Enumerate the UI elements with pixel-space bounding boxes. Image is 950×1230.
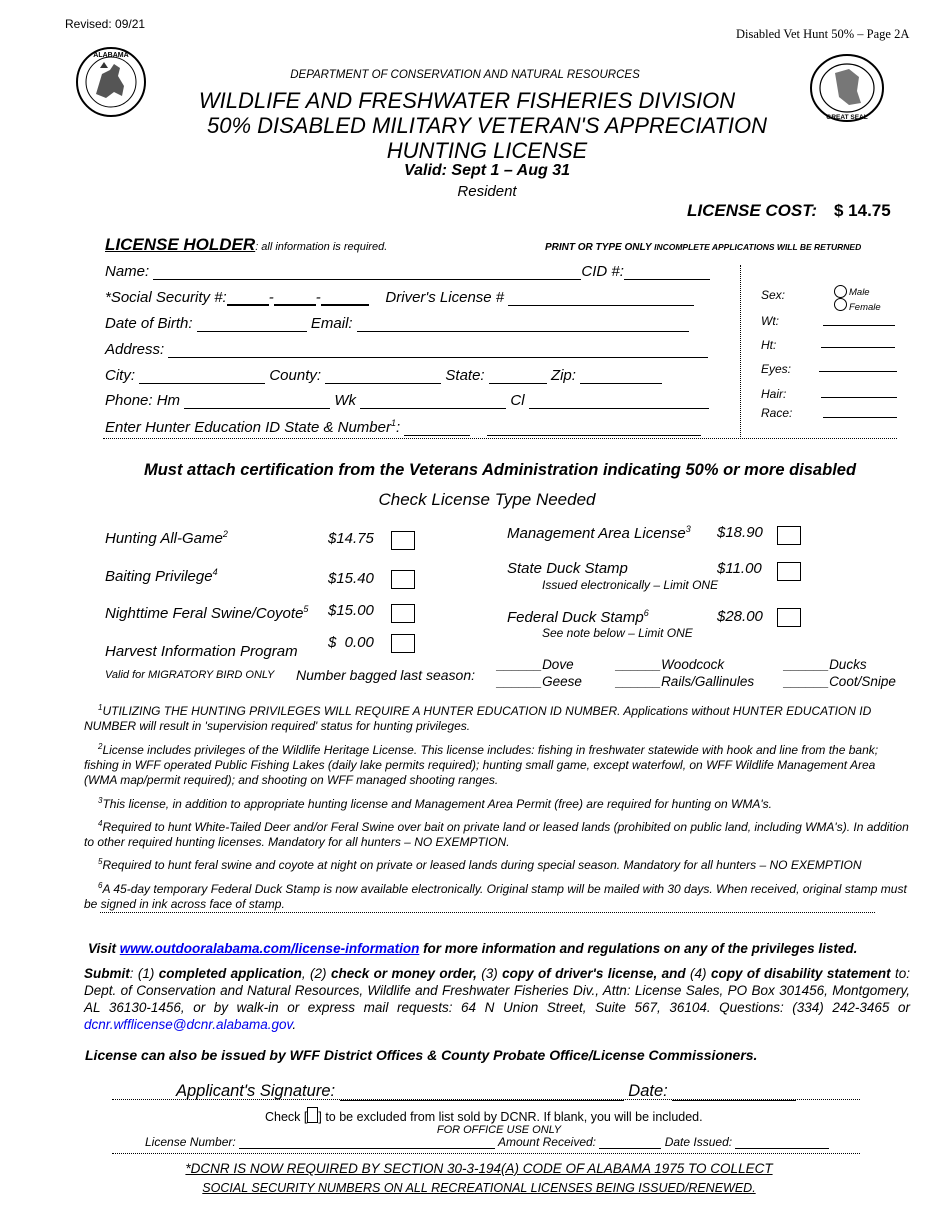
valid-dates: Valid: Sept 1 – Aug 31 xyxy=(404,162,570,179)
license-holder-subtitle: : all information is required. xyxy=(255,241,388,253)
bird-count-geese[interactable] xyxy=(497,674,582,689)
footnote-text: This license, in addition to appropriate hunting license and Management Area Permit (free) are required for hunting on WMA's. xyxy=(102,797,772,811)
drivers-license-field[interactable] xyxy=(508,305,694,306)
license-option-harvest-information xyxy=(105,643,298,660)
license-number-field[interactable] xyxy=(239,1148,495,1149)
submit-item: copy of disability statement xyxy=(710,966,891,981)
weight-label: Wt: xyxy=(761,314,779,328)
license-holder-heading xyxy=(105,235,387,255)
date-issued-field[interactable] xyxy=(735,1148,829,1149)
federal-duck-stamp-checkbox[interactable] xyxy=(777,608,801,627)
name-label: Name: xyxy=(105,263,150,280)
footnote-5 xyxy=(84,854,910,873)
license-option-label: Federal Duck Stamp xyxy=(507,609,644,626)
footnote-3 xyxy=(84,793,910,812)
bird-count-blank: ______ xyxy=(784,674,830,689)
footnote-number: 6 xyxy=(98,881,103,890)
phone-cell-label: Cl xyxy=(510,392,525,409)
ssn-dash-2: - xyxy=(315,289,321,306)
race-field[interactable] xyxy=(823,417,897,418)
hunter-ed-footnote-ref: 1 xyxy=(390,418,396,428)
cid-field[interactable] xyxy=(624,279,710,280)
dob-label: Date of Birth: xyxy=(105,315,193,332)
height-label: Ht: xyxy=(761,338,777,352)
division-title: WILDLIFE AND FRESHWATER FISHERIES DIVISION xyxy=(198,88,736,113)
dob-row xyxy=(105,315,725,332)
footnote-ref: 5 xyxy=(303,604,309,614)
eyes-label: Eyes: xyxy=(761,362,792,376)
city-row xyxy=(105,367,725,384)
footnote-text: UTILIZING THE HUNTING PRIVILEGES WILL REQUIRE A HUNTER EDUCATION ID NUMBER. Applications without HUNTER EDUCATION ID NUMBER will result in 'supervision required' status for hunting privileges. xyxy=(84,704,872,733)
county-label: County: xyxy=(269,367,322,384)
department-name: DEPARTMENT OF CONSERVATION AND NATURAL RESOURCES xyxy=(290,69,640,81)
signature-date-label: Date: xyxy=(628,1082,668,1100)
footnote-4 xyxy=(84,816,910,850)
sex-label: Sex: xyxy=(761,288,786,302)
state-field[interactable] xyxy=(489,383,547,384)
bird-label: Rails/Gallinules xyxy=(661,674,755,689)
bird-count-blank: ______ xyxy=(497,657,543,672)
submit-item: copy of driver's license, and xyxy=(502,966,686,981)
footnote-number: 4 xyxy=(98,819,103,828)
hip-valid-note: Valid for MIGRATORY BIRD ONLY xyxy=(105,669,275,681)
website-link[interactable]: www.outdooralabama.com/license-information xyxy=(119,941,420,956)
ssn-label: *Social Security #: xyxy=(105,289,227,306)
submit-text: (4) xyxy=(685,966,711,981)
visit-pre: Visit xyxy=(88,941,120,956)
footnote-ref: 2 xyxy=(222,529,228,539)
license-holder-title: LICENSE HOLDER xyxy=(105,235,256,254)
footnotes-bottom-rule xyxy=(100,912,875,913)
visit-notice xyxy=(88,941,918,956)
license-note: Issued electronically – Limit ONE xyxy=(542,578,719,592)
submit-text: . xyxy=(292,1017,297,1032)
footnote-text: License includes privileges of the Wildlife Heritage License. This license includes: fishing in freshwater statewide with hook and line from the bank; fishing in WFF operated Public Fishing Lakes (daily lake permits required); hunting small game, except waterfowl, on WFF Wildlife Management Area (WMA map/permit required); and shooting on WFF managed shooting ranges. xyxy=(84,743,879,787)
license-option-baiting-privilege xyxy=(105,567,218,585)
certification-notice: Must attach certification from the Veterans Administration indicating 50% or more disabled xyxy=(143,461,857,479)
revised-date: Revised: 09/21 xyxy=(65,17,146,31)
footnote-1 xyxy=(84,700,910,734)
license-option-label: Baiting Privilege xyxy=(105,568,213,585)
footnote-ref: 4 xyxy=(212,567,218,577)
submit-item: check or money order, xyxy=(330,966,477,981)
office-use-bottom-rule xyxy=(112,1153,860,1154)
phone-home-field[interactable] xyxy=(184,408,330,409)
phone-work-field[interactable] xyxy=(360,408,506,409)
bird-count-coot[interactable] xyxy=(784,674,896,689)
hip-bagged-label: Number bagged last season: xyxy=(296,667,475,683)
footnote-2 xyxy=(84,739,910,788)
footnote-ref: 6 xyxy=(643,608,649,618)
license-price: $15.00 xyxy=(328,602,374,619)
bird-count-woodcock[interactable] xyxy=(616,657,724,672)
bird-count-blank: ______ xyxy=(616,657,662,672)
incomplete-notice: INCOMPLETE APPLICATIONS WILL BE RETURNED xyxy=(654,242,862,252)
ssn-field-1[interactable] xyxy=(227,304,269,306)
phone-home-label: Phone: Hm xyxy=(105,392,181,409)
hair-label: Hair: xyxy=(761,387,787,401)
license-price: $11.00 xyxy=(717,560,762,577)
submit-text: , (2) xyxy=(301,966,331,981)
license-title: 50% DISABLED MILITARY VETERAN'S APPRECIATION xyxy=(206,113,768,138)
footnote-ref: 3 xyxy=(685,524,691,534)
hunter-ed-colon: : xyxy=(396,419,401,436)
submit-text: to: Dept. of Conservation and Natural Resources, Wildlife and Freshwater Fisheries Div., Attn: License Sales, PO Box 301456, Montgomery, AL 36130-1456, or by walk-in or express mail requests: 64 N Union Street, Suite 567, 36104. Questions: (334) 242-3465 or xyxy=(84,966,910,1015)
legal-notice-line2: SOCIAL SECURITY NUMBERS ON ALL RECREATIONAL LICENSES BEING ISSUED/RENEWED. xyxy=(202,1181,756,1195)
hunter-ed-number-field[interactable] xyxy=(487,435,701,436)
signature-date-field[interactable] xyxy=(672,1100,796,1101)
license-number-label: License Number: xyxy=(145,1135,236,1149)
address-field[interactable] xyxy=(168,357,708,358)
holder-section-bottom-rule xyxy=(103,438,897,439)
print-notice xyxy=(545,242,861,253)
weight-field[interactable] xyxy=(823,325,895,326)
hunter-ed-row xyxy=(105,418,735,436)
state-duck-stamp-checkbox[interactable] xyxy=(777,562,801,581)
name-row xyxy=(105,263,725,280)
district-notice: License can also be issued by WFF District Offices & County Probate Office/License Commissioners. xyxy=(85,1047,758,1063)
hunter-ed-label: Enter Hunter Education ID State & Number xyxy=(105,419,391,436)
license-note: See note below – Limit ONE xyxy=(542,626,693,640)
state-label: State: xyxy=(445,367,485,384)
license-price: $18.90 xyxy=(717,524,763,541)
management-area-checkbox[interactable] xyxy=(777,526,801,545)
footnote-text: Required to hunt White-Tailed Deer and/or Feral Swine over bait on private land or leased lands (prohibited on public land, including WMA's). In addition to other required hunting licenses. Mandatory for all hunters – NO EXEMPTION. xyxy=(84,820,909,849)
bird-count-blank: ______ xyxy=(497,674,543,689)
male-radio[interactable] xyxy=(834,285,847,298)
applicant-signature-label: Applicant's Signature: xyxy=(176,1082,336,1100)
ssn-field-2[interactable] xyxy=(274,304,316,306)
resident-label: Resident xyxy=(457,183,517,200)
phone-work-label: Wk xyxy=(334,392,357,409)
phone-row xyxy=(105,392,725,409)
license-cost-value: $ 14.75 xyxy=(834,201,891,220)
opt-out-pre: Check [ xyxy=(265,1110,308,1124)
bird-count-dove[interactable] xyxy=(497,657,574,672)
amount-received-label: Amount Received: xyxy=(497,1135,597,1149)
hair-field[interactable] xyxy=(821,397,897,398)
seal-lettering: GREAT SEAL xyxy=(826,114,868,121)
footnote-number: 2 xyxy=(98,742,103,751)
bird-count-ducks[interactable] xyxy=(784,657,867,672)
license-subtitle: HUNTING LICENSE xyxy=(386,138,588,163)
nighttime-feral-swine-checkbox[interactable] xyxy=(391,604,415,623)
office-use-row xyxy=(145,1135,829,1149)
license-price: $ 0.00 xyxy=(328,634,374,651)
female-radio[interactable] xyxy=(834,298,847,311)
footnote-number: 1 xyxy=(98,703,103,712)
submit-instructions xyxy=(84,965,910,1033)
check-license-heading: Check License Type Needed xyxy=(378,490,596,509)
ssn-row xyxy=(105,289,725,306)
page-label: Disabled Vet Hunt 50% – Page 2A xyxy=(736,27,910,41)
ssn-field-3[interactable] xyxy=(321,304,369,306)
license-cost-label: LICENSE COST: xyxy=(687,201,818,220)
bird-count-rails[interactable] xyxy=(616,674,754,689)
opt-out-checkbox[interactable] xyxy=(307,1107,318,1123)
eyes-field[interactable] xyxy=(819,371,897,372)
hunting-all-game-checkbox[interactable] xyxy=(391,531,415,550)
footnote-number: 5 xyxy=(98,857,103,866)
visit-post: for more information and regulations on any of the privileges listed. xyxy=(419,941,858,956)
amount-received-field[interactable] xyxy=(599,1148,661,1149)
bird-label: Coot/Snipe xyxy=(829,674,896,689)
date-issued-label: Date Issued: xyxy=(664,1135,733,1149)
phone-cell-field[interactable] xyxy=(529,408,709,409)
license-option-label: State Duck Stamp xyxy=(507,560,628,577)
signature-row xyxy=(176,1082,796,1101)
submit-text: (3) xyxy=(476,966,503,981)
bird-label: Ducks xyxy=(829,657,867,672)
license-price: $28.00 xyxy=(717,608,763,625)
footnote-text: A 45-day temporary Federal Duck Stamp is now available electronically. Original stamp will be mailed with 30 days. When received, original stamp must be signed in ink across face of stamp. xyxy=(84,882,907,911)
opt-out-row xyxy=(265,1107,703,1124)
bird-label: Woodcock xyxy=(661,657,725,672)
drivers-license-label: Driver's License # xyxy=(385,289,505,306)
license-option-label: Management Area License xyxy=(507,525,686,542)
name-field[interactable] xyxy=(153,279,581,280)
hunter-ed-state-field[interactable] xyxy=(404,435,470,436)
print-notice-label: PRINT OR TYPE ONLY xyxy=(545,242,652,253)
license-price: $15.40 xyxy=(328,570,374,587)
footnote-6 xyxy=(84,878,910,912)
bird-count-blank: ______ xyxy=(616,674,662,689)
county-field[interactable] xyxy=(325,383,441,384)
email-label: Email: xyxy=(310,315,353,332)
email-link[interactable]: dcnr.wfflicense@dcnr.alabama.gov xyxy=(84,1017,293,1032)
logo-lettering: ALABAMA xyxy=(93,52,129,59)
city-label: City: xyxy=(105,367,135,384)
license-option-state-duck-stamp xyxy=(507,560,628,577)
license-option-label: Harvest Information Program xyxy=(105,643,298,660)
height-field[interactable] xyxy=(821,347,895,348)
ssn-dash-1: - xyxy=(268,289,274,306)
license-option-management-area xyxy=(507,524,691,542)
city-field[interactable] xyxy=(139,383,265,384)
address-row xyxy=(105,341,725,358)
legal-notice-line1: *DCNR IS NOW REQUIRED BY SECTION 30-3-194(A) CODE OF ALABAMA 1975 TO COLLECT xyxy=(185,1161,773,1176)
license-option-label: Hunting All-Game xyxy=(105,530,223,547)
bird-label: Dove xyxy=(542,657,574,672)
male-label: Male xyxy=(849,287,870,298)
office-use-label: FOR OFFICE USE ONLY xyxy=(436,1124,562,1136)
harvest-information-checkbox[interactable] xyxy=(391,634,415,653)
footnote-number: 3 xyxy=(98,796,103,805)
license-option-federal-duck-stamp xyxy=(507,608,649,626)
email-field[interactable] xyxy=(357,331,689,332)
opt-out-post: ] to be excluded from list sold by DCNR. If blank, you will be included. xyxy=(318,1110,703,1124)
applicant-signature-field[interactable] xyxy=(340,1100,624,1101)
bird-count-blank: ______ xyxy=(784,657,830,672)
cid-label: CID #: xyxy=(581,263,624,280)
submit-text: : (1) xyxy=(129,966,159,981)
submit-label: Submit xyxy=(84,966,130,981)
physical-description-divider xyxy=(740,265,741,437)
license-option-label: Nighttime Feral Swine/Coyote xyxy=(105,605,304,622)
license-option-hunting-all-game xyxy=(105,529,228,547)
license-price: $14.75 xyxy=(328,530,374,547)
zip-label: Zip: xyxy=(550,367,576,384)
submit-item: completed application xyxy=(158,966,302,981)
bird-label: Geese xyxy=(542,674,582,689)
dob-field[interactable] xyxy=(197,331,307,332)
license-option-nighttime-feral-swine xyxy=(105,604,308,622)
race-label: Race: xyxy=(761,406,793,420)
zip-field[interactable] xyxy=(580,383,662,384)
female-label: Female xyxy=(849,302,881,313)
address-label: Address: xyxy=(105,341,165,358)
baiting-privilege-checkbox[interactable] xyxy=(391,570,415,589)
footnote-text: Required to hunt feral swine and coyote at night on private or leased lands during special season. Mandatory for all hunters – NO EXEMPTION xyxy=(102,858,862,872)
